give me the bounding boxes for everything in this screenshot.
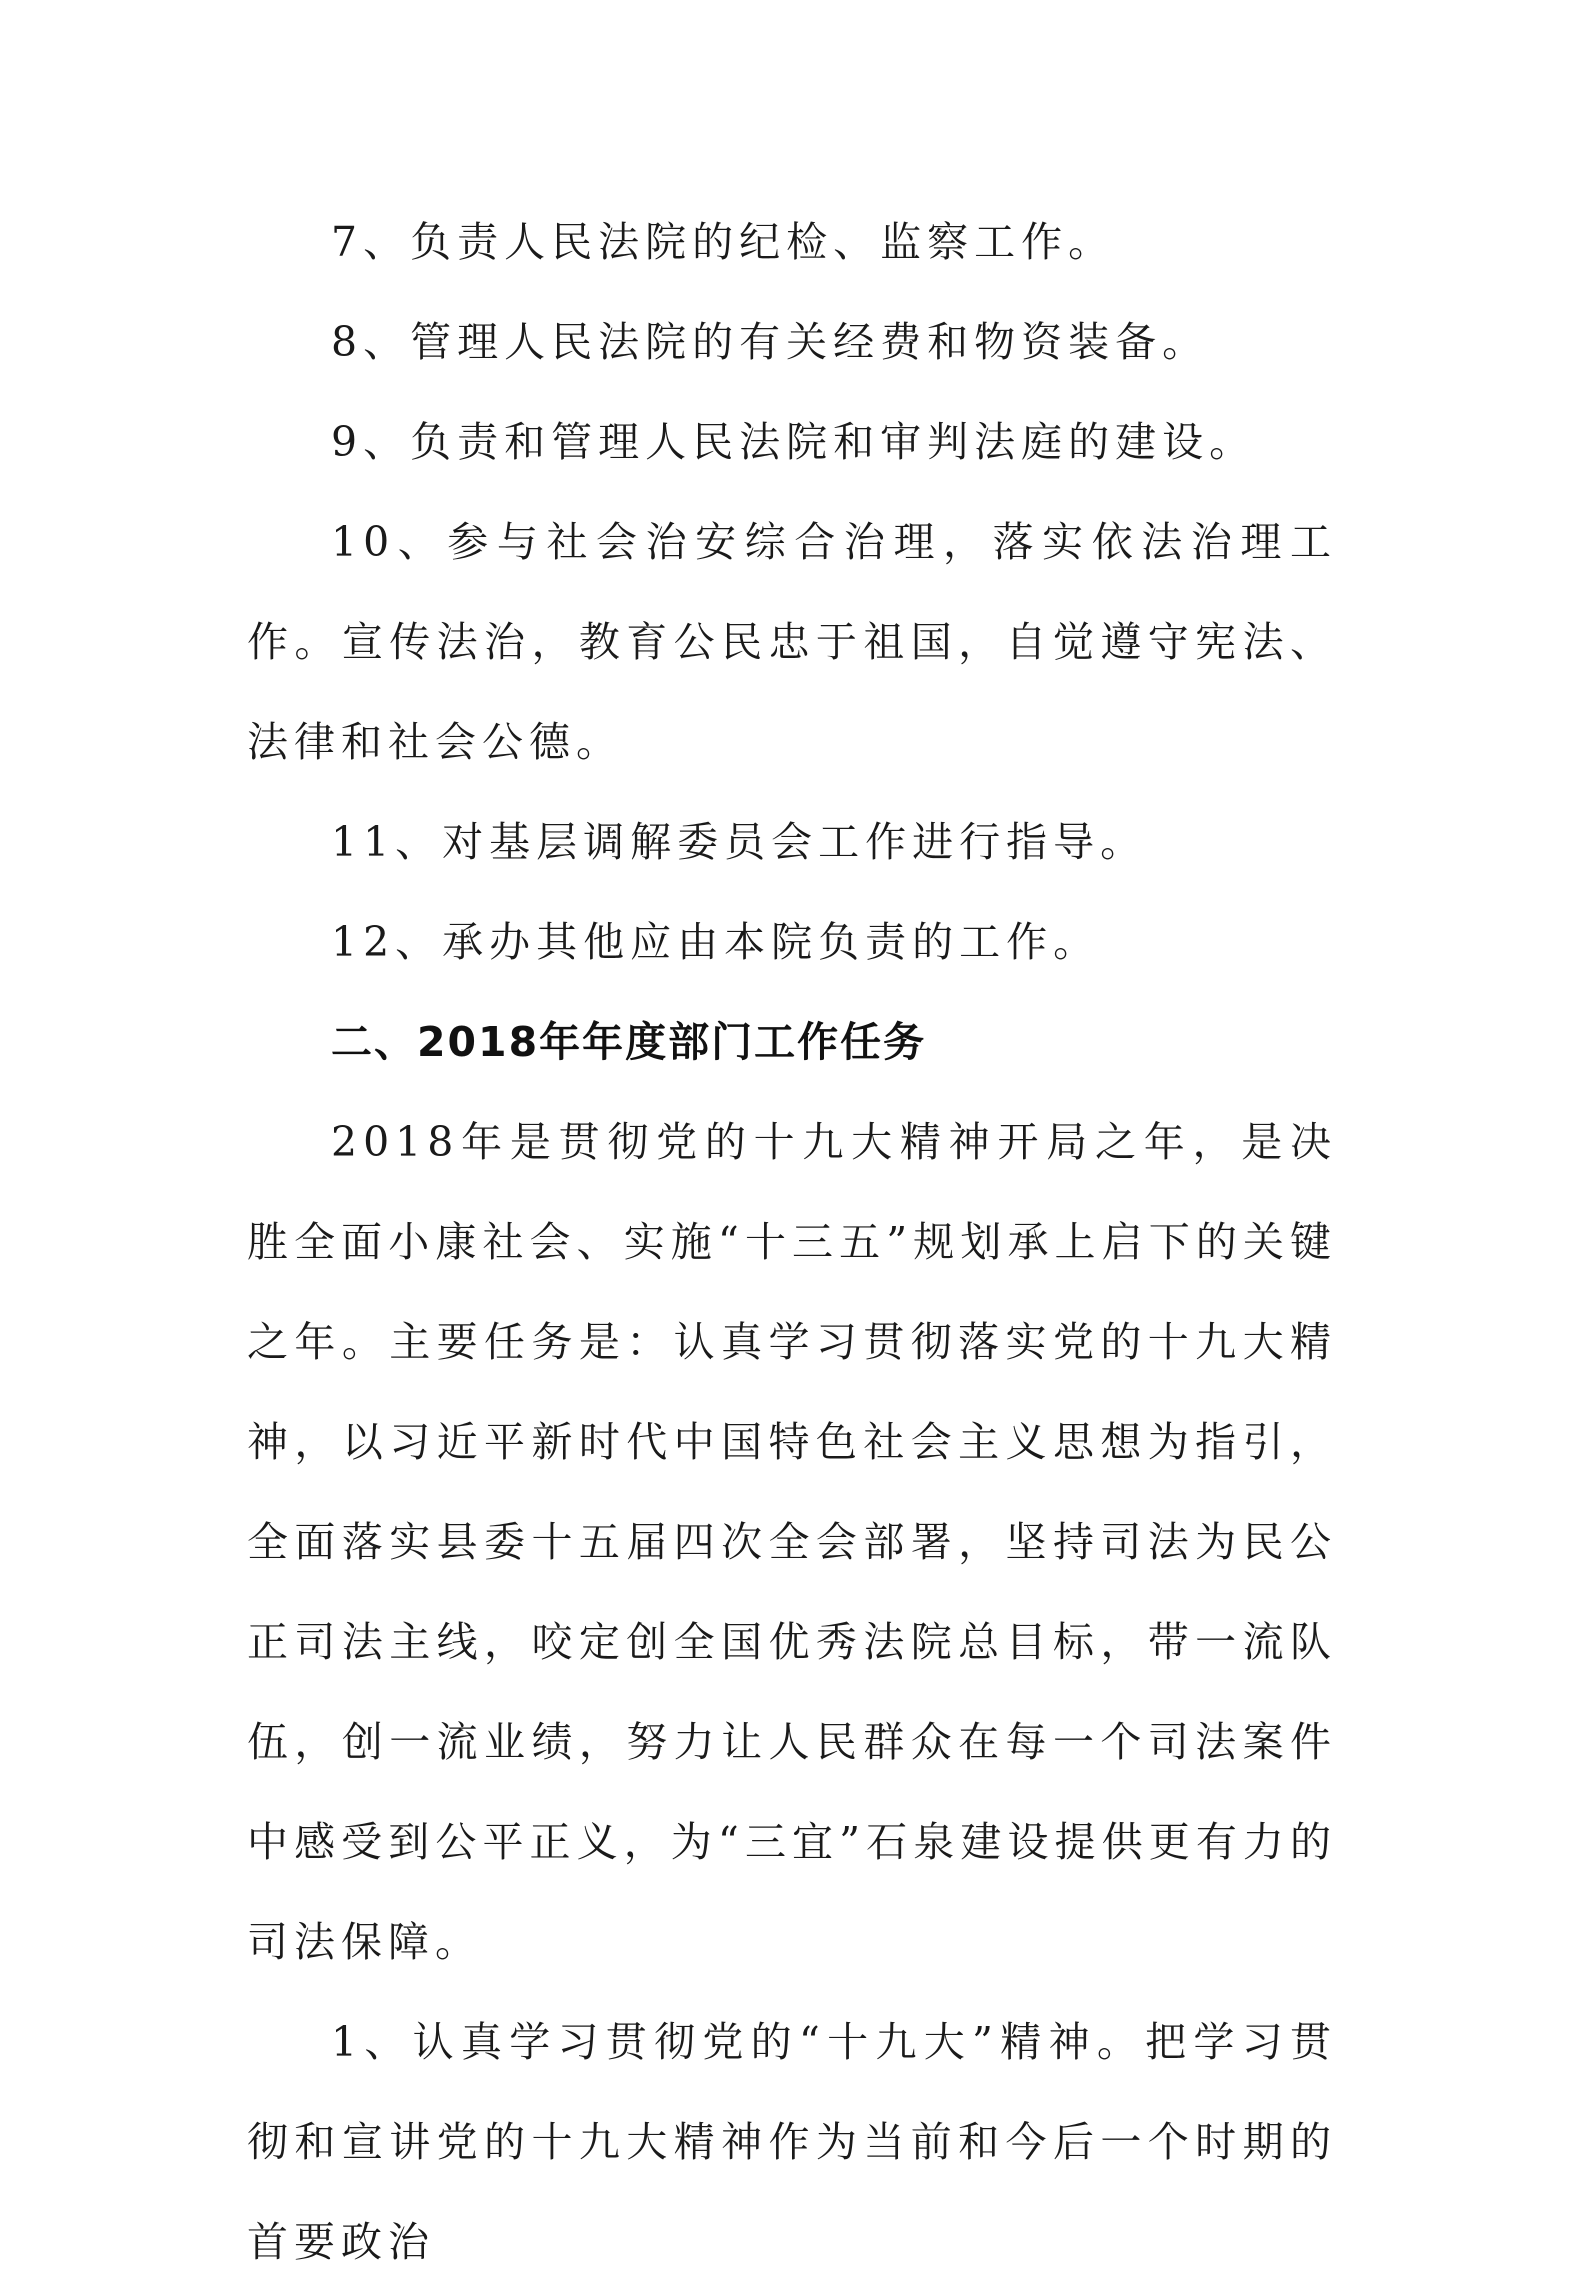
duty-item-9: 9、负责和管理人民法院和审判法庭的建设。 [331, 418, 1257, 466]
duty-item-11: 11、对基层调解委员会工作进行指导。 [331, 818, 1148, 866]
duty-item-7: 7、负责人民法院的纪检、监察工作。 [331, 218, 1116, 266]
section-heading: 二、2018年年度部门工作任务 [331, 1018, 927, 1066]
duty-item-8: 8、管理人民法院的有关经费和物资装备。 [331, 318, 1210, 366]
duty-item-10: 10、参与社会治安综合治理，落实依法治理工作。宣传法治，教育公民忠于祖国，自觉遵守宪法、法律和社会公德。 [247, 518, 1337, 766]
document-body [247, 192, 1337, 2292]
task-item-1: 1、认真学习贯彻党的“十九大”精神。把学习贯彻和宣讲党的十九大精神作为当前和今后一个时期的首要政治 [247, 2018, 1337, 2266]
duty-item-12: 12、承办其他应由本院负责的工作。 [331, 918, 1101, 966]
intro-paragraph: 2018年是贯彻党的十九大精神开局之年，是决胜全面小康社会、实施“十三五”规划承上启下的关键之年。主要任务是：认真学习贯彻落实党的十九大精神，以习近平新时代中国特色社会主义思想为指引，全面落实县委十五届四次全会部署，坚持司法为民公正司法主线，咬定创全国优秀法院总目标，带一流队伍，创一流业绩，努力让人民群众在每一个司法案件中感受到公平正义，为“三宜”石泉建设提供更有力的司法保障。 [247, 1118, 1337, 1966]
